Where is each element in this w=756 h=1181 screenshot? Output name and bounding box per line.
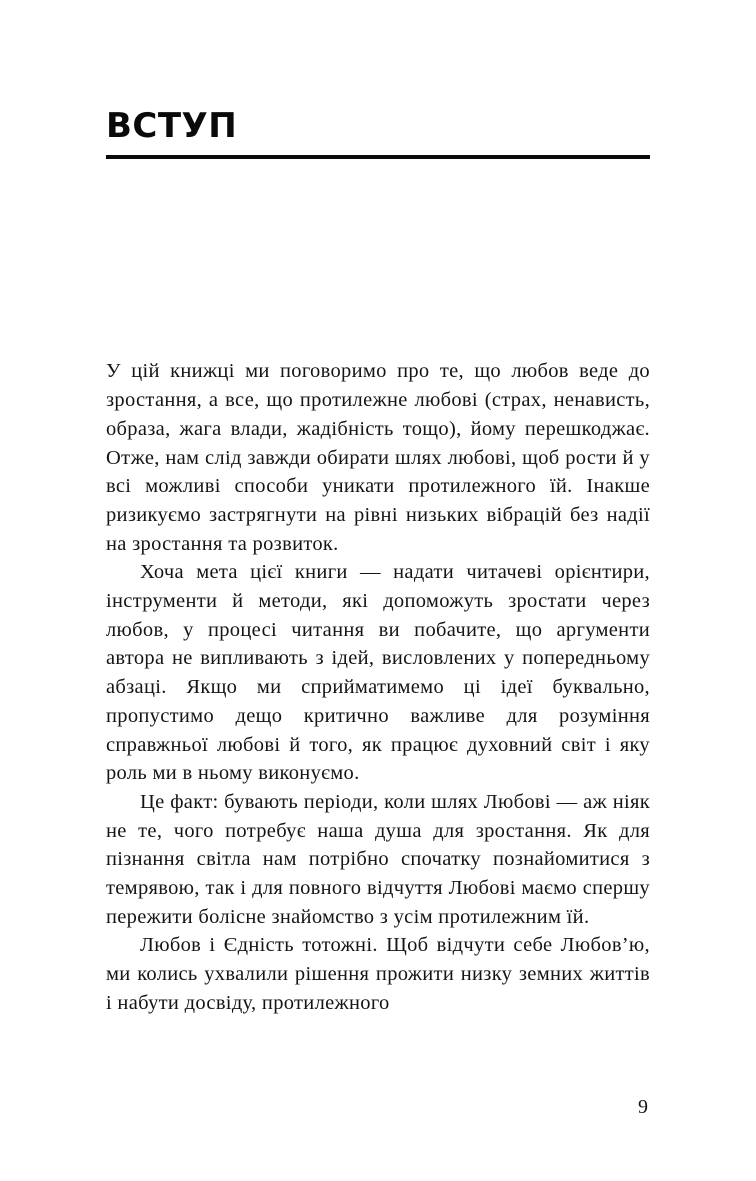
heading-divider <box>106 155 650 159</box>
chapter-title: ВСТУП <box>106 106 238 146</box>
page-number: 9 <box>638 1096 648 1118</box>
page-content <box>106 0 650 1018</box>
paragraph: Любов і Єдність тотожні. Щоб відчути себе Любов’ю, ми колись ухвалили рішення прожити низку земних життів і набути досвіду, протилежного <box>106 934 650 1014</box>
paragraph: Це факт: бувають періоди, коли шлях Любові — аж ніяк не те, чого потребує наша душа для зростання. Як для пізнання світла нам потрібно спочатку познайомитися з темрявою, так і для повного відчуття Любові маємо спершу пережити болісне знайомство з усім протилежним їй. <box>106 790 650 928</box>
body-text <box>106 357 650 1017</box>
paragraph: У цій книжці ми поговоримо про те, що любов веде до зростання, а все, що протилежне любові (страх, ненависть, образа, жага влади, жадібність тощо), йому перешкоджає. Отже, нам слід завжди обирати шлях любові, щоб рости й у всі можливі способи уникати протилежного їй. Інакше ризикуємо застрягнути на рівні низьких вібрацій без надії на зростання та розвиток. <box>106 360 650 555</box>
paragraph: Хоча мета цієї книги — надати читачеві орієнтири, інструменти й методи, які допоможуть зростати через любов, у процесі читання ви побачите, що аргументи автора не випливають з ідей, висловлених у попередньому абзаці. Якщо ми сприйматимемо ці ідеї буквально, пропустимо дещо критично важливе для розуміння справжньої любові й того, як працює духовний світ і яку роль ми в ньому виконуємо. <box>106 561 650 785</box>
